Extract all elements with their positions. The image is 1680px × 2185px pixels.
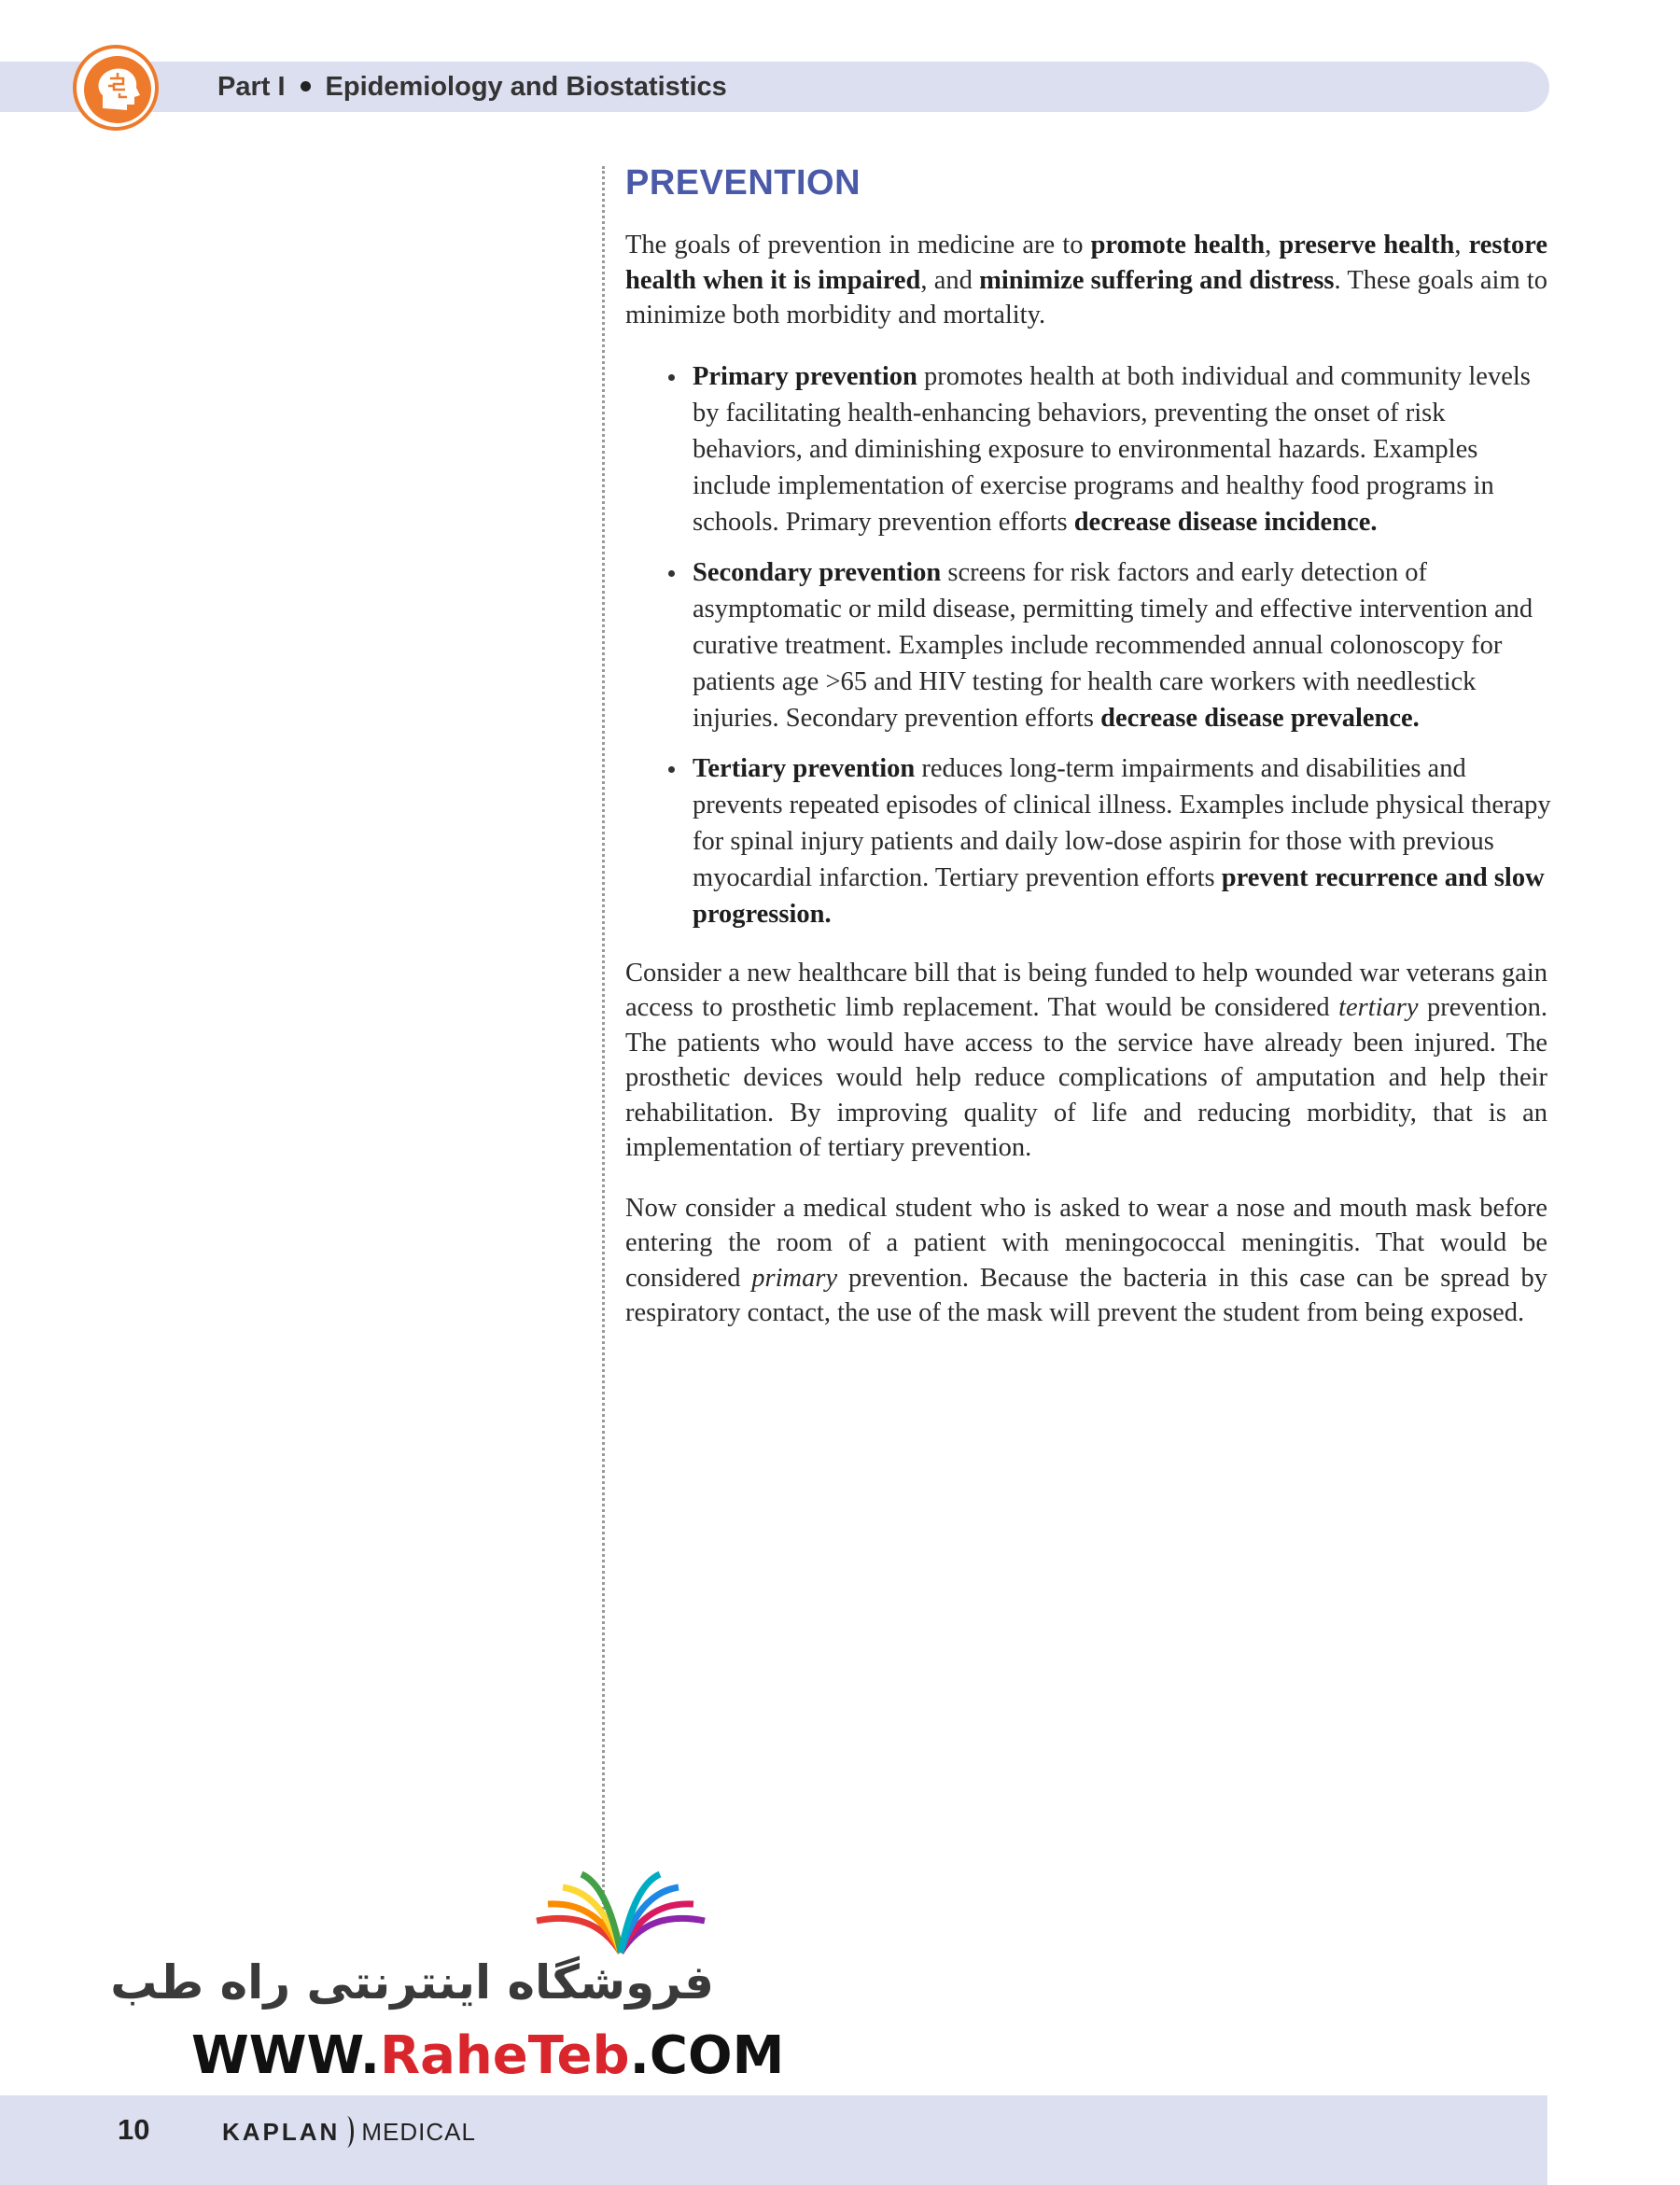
page-number: 10 [118,2113,150,2146]
bullet-icon [668,374,675,381]
list-item-text: Secondary prevention screens for risk factors and early detection of asymptomatic or mild disease, permitting timely and effective intervention and curative treatment. Examples include recommended annual colonoscopy for patients age >65 and HIV testing for health care workers with needlestick injuries. Secondary prevention efforts decrease disease prevalence. [693,557,1533,733]
list-item-primary [693,358,1551,540]
publisher-brand [222,2113,476,2150]
veterans-paragraph: Consider a new healthcare bill that is being funded to help wounded war veterans gain access to prosthetic limb replacement. That would be considered tertiary prevention. The patients who would have access to the service have already been injured. The prosthetic devices would help reduce complications of amputation and help their rehabilitation. By improving quality of life and reducing morbidity, that is an implementation of tertiary prevention. [625,958,1547,1162]
brand-medical: MEDICAL [361,2118,476,2146]
intro-paragraph: The goals of prevention in medicine are to promote health, preserve health, restore health when it is impaired, and minimize suffering and distress. These goals aim to minimize both morbidity and mortality. [625,231,1548,329]
list-item-tertiary [693,750,1551,932]
section-title: PREVENTION [625,163,861,203]
brand-paren-icon [340,2116,354,2148]
brain-head-logo-icon [73,45,159,131]
part-label: Part I [217,72,286,102]
url-domain: RaheTeb [380,2025,630,2086]
list-item-text: Tertiary prevention reduces long-term impairments and disabilities and prevents repeated episodes of clinical illness. Examples include physical therapy for spinal injury patients and daily low-dose aspirin for those with previous myocardial infarction. Tertiary prevention efforts prevent recurrence and slow progression. [693,753,1551,929]
watermark-store-name: فروشگاه اینترنتی راه طب [110,1955,714,2010]
bullet-separator-icon [301,81,311,91]
url-suffix: .COM [629,2025,785,2086]
list-item-text: Primary prevention promotes health at both individual and community levels by facilitating health-enhancing behaviors, preventing the onset of risk behaviors, and diminishing exposure to environmental hazards. Examples include implementation of exercise programs and healthy food programs in schools. Primary prevention efforts decrease disease incidence. [693,361,1531,537]
bullet-icon [668,766,675,773]
main-column [625,157,1551,1356]
watermark-url [191,2024,784,2089]
open-book-logo-icon [527,1867,714,1965]
list-item-secondary [693,554,1551,736]
brand-kaplan: KAPLAN [222,2118,341,2146]
part-title: Epidemiology and Biostatistics [325,72,727,102]
margin-divider [602,166,605,1921]
mask-paragraph: Now consider a medical student who is asked to wear a nose and mouth mask before entering the room of a patient with meningococcal meningitis. That would be considered primary prevention. Because the bacteria in this case can be spread by respiratory contact, the use of the mask will prevent the student from being exposed. [625,1193,1547,1327]
url-prefix: WWW. [191,2025,381,2086]
bullet-icon [668,570,675,577]
prevention-list [625,358,1551,932]
running-header [217,67,727,106]
